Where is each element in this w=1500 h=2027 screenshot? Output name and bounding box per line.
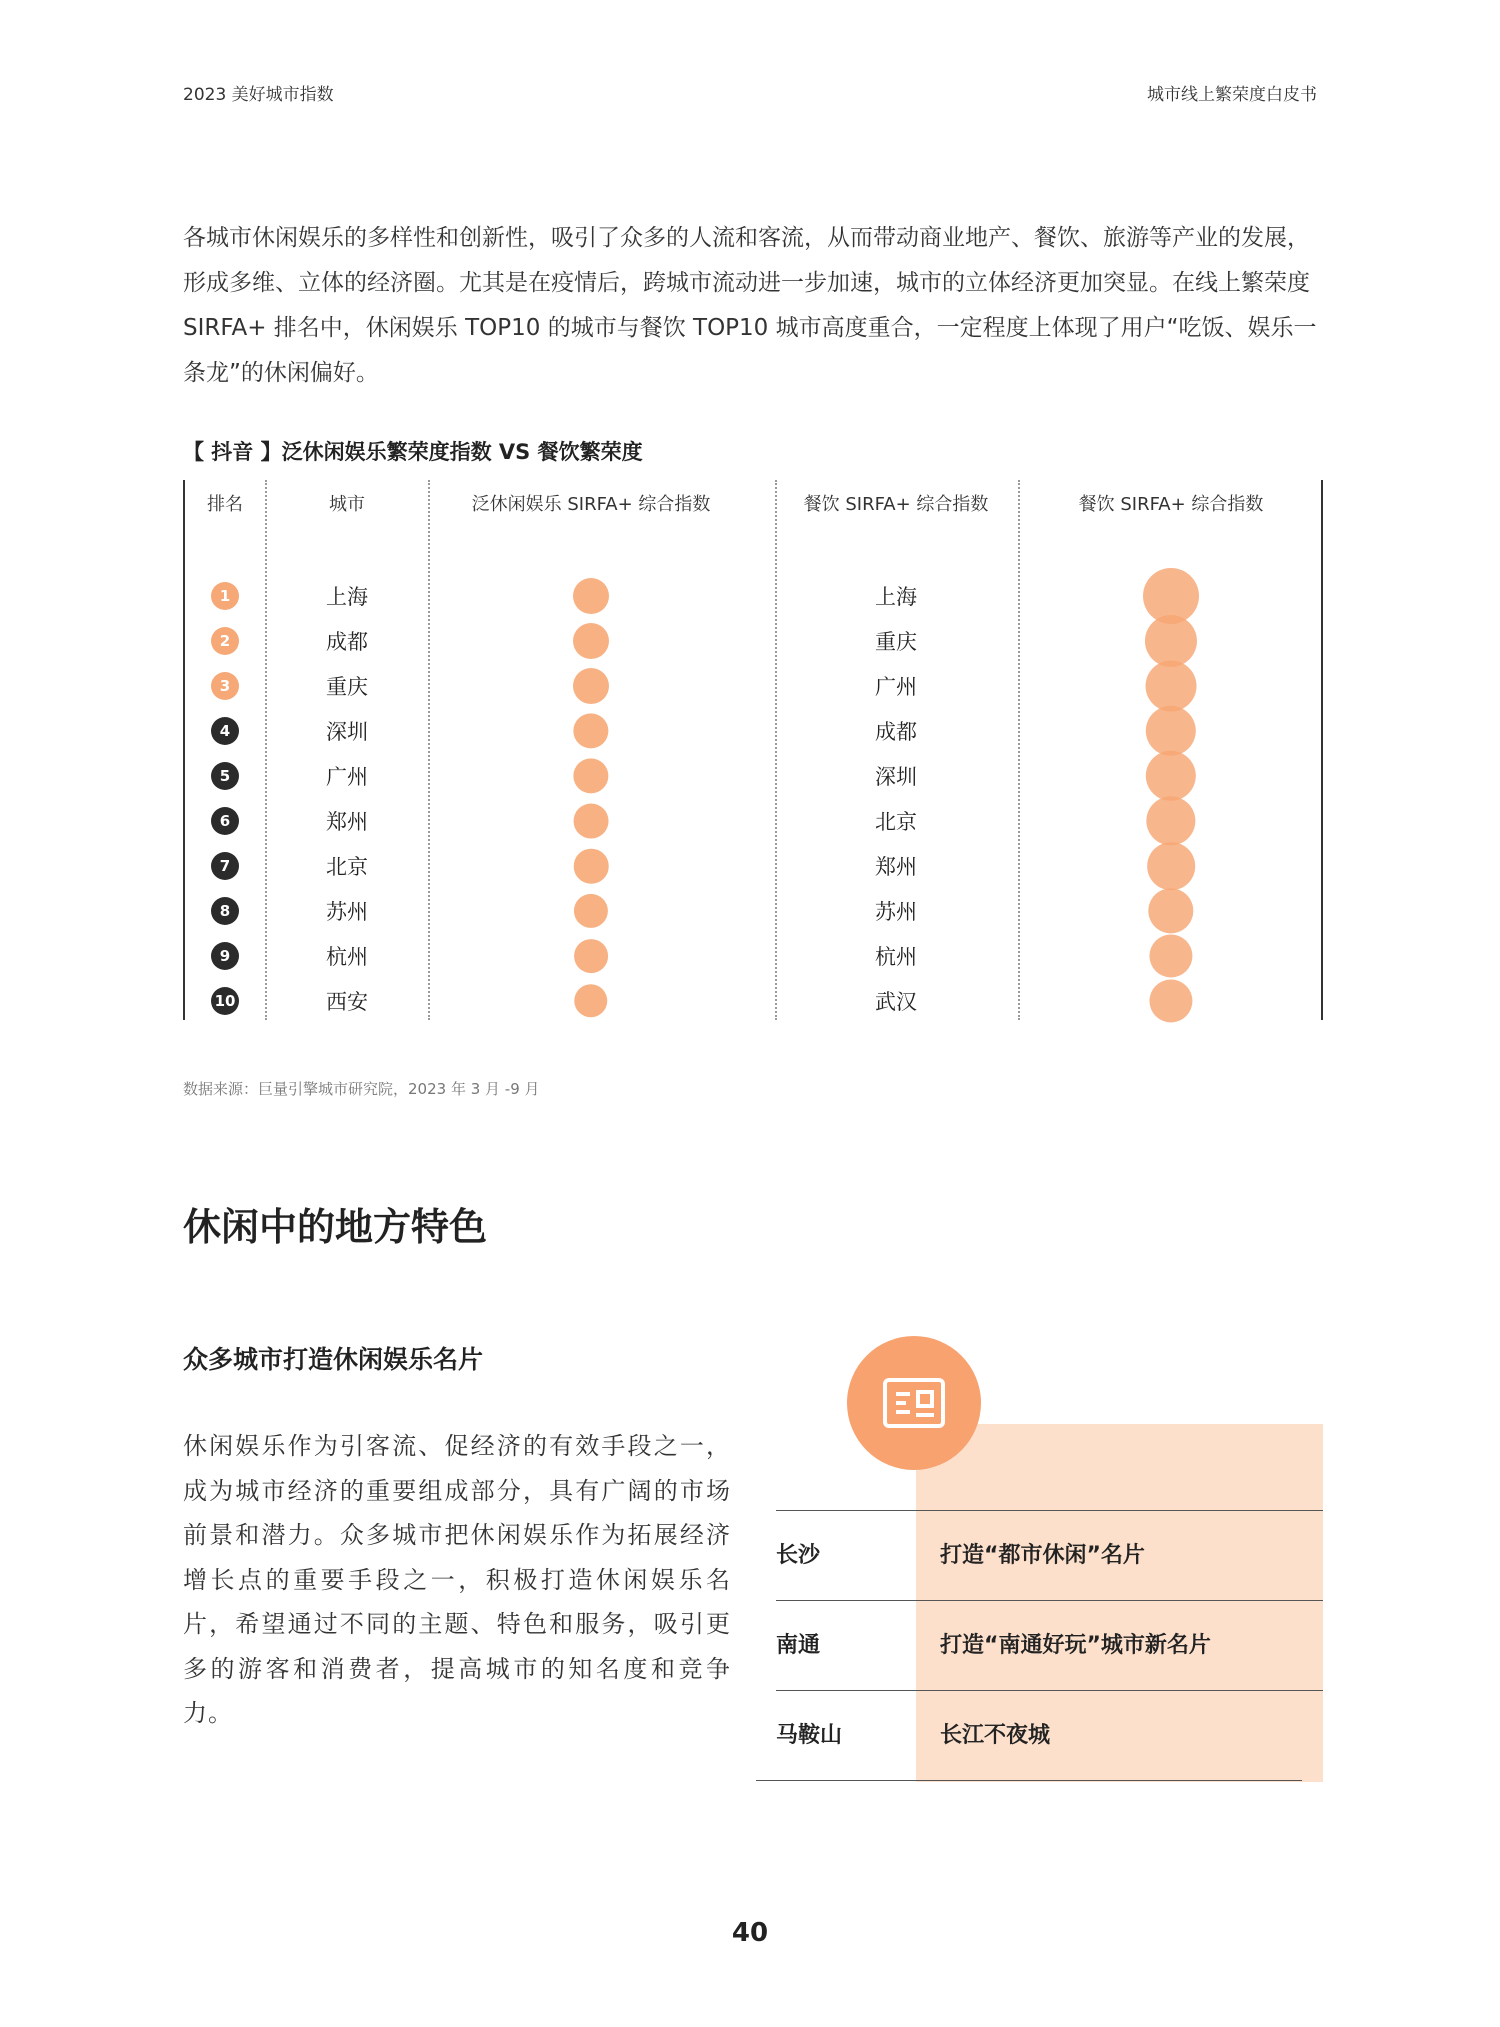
- rank-badge: 8: [211, 897, 239, 925]
- dining-city-name: 武汉: [875, 990, 917, 1014]
- rank-badge: 2: [211, 627, 239, 655]
- rank-badge: 1: [211, 582, 239, 610]
- dining-index-dot: [1147, 842, 1195, 890]
- leisure-index-dot: [574, 849, 609, 884]
- dining-index-dot: [1146, 796, 1195, 845]
- rank-badge: 4: [211, 717, 239, 745]
- rank-badge: 3: [211, 672, 239, 700]
- table-row: [776, 1510, 1323, 1600]
- sub-section-title: 众多城市打造休闲娱乐名片: [183, 1345, 484, 1374]
- intro-paragraph: 各城市休闲娱乐的多样性和创新性，吸引了众多的人流和客流，从而带动商业地产、餐饮、旅游等产业的发展，形成多维、立体的经济圈。尤其是在疫情后，跨城市流动进一步加速，城市的立体经济更加突显。在线上繁荣度 SIRFA+ 排名中，休闲娱乐 TOP10 的城市与餐饮 TOP10 城市高度重合，一定程度上体现了用户“吃饭、娱乐一条龙”的休闲偏好。: [183, 225, 1317, 386]
- city-card-table: [776, 1510, 1323, 1780]
- column-divider: [775, 480, 777, 1020]
- dining-index-dot: [1146, 661, 1197, 712]
- city-card-desc: 打造“南通好玩”城市新名片: [940, 1633, 1211, 1658]
- leisure-city-name: 上海: [326, 585, 368, 609]
- id-card-icon: [847, 1336, 981, 1470]
- leisure-city-name: 深圳: [326, 720, 368, 744]
- dining-index-dot: [1145, 615, 1197, 667]
- column-header-dining-index-2: 餐饮 SIRFA+ 综合指数: [1078, 494, 1264, 515]
- header-report-title: 2023 美好城市指数: [183, 85, 334, 105]
- rank-badge: 10: [211, 987, 239, 1015]
- leisure-index-dot: [574, 894, 608, 928]
- dining-city-name: 北京: [875, 810, 917, 834]
- column-divider: [1018, 480, 1020, 1020]
- column-header-city: 城市: [329, 494, 365, 515]
- leisure-city-name: 西安: [326, 990, 368, 1014]
- city-name: 南通: [776, 1633, 821, 1658]
- dining-city-name: 郑州: [875, 855, 917, 879]
- dining-city-name: 上海: [875, 585, 917, 609]
- city-card-desc: 长江不夜城: [940, 1723, 1051, 1748]
- chart-title: 【 抖音 】泛休闲娱乐繁荣度指数 VS 餐饮繁荣度: [183, 440, 643, 464]
- ranking-chart: [183, 480, 1323, 1020]
- header-whitepaper-title: 城市线上繁荣度白皮书: [1147, 85, 1317, 105]
- data-source-note: 数据来源：巨量引擎城市研究院，2023 年 3 月 -9 月: [183, 1080, 540, 1098]
- column-header-dining-index: 餐饮 SIRFA+ 综合指数: [803, 494, 989, 515]
- leisure-index-dot: [573, 668, 609, 704]
- leisure-index-dot: [573, 623, 609, 659]
- column-divider: [428, 480, 430, 1020]
- table-row: [776, 1600, 1323, 1690]
- dining-city-name: 成都: [875, 720, 917, 744]
- table-bottom-rule: [756, 1780, 1302, 1781]
- rank-badge: 9: [211, 942, 239, 970]
- city-name: 长沙: [776, 1543, 821, 1568]
- column-divider: [265, 480, 267, 1020]
- leisure-index-dot: [574, 939, 608, 973]
- leisure-index-dot: [573, 578, 609, 614]
- leisure-index-dot: [573, 713, 608, 748]
- leisure-city-name: 北京: [326, 855, 368, 879]
- leisure-city-name: 杭州: [326, 945, 368, 969]
- dining-index-dot: [1148, 888, 1193, 933]
- dining-city-name: 深圳: [875, 765, 917, 789]
- leisure-city-name: 苏州: [326, 900, 368, 924]
- leisure-index-dot: [573, 758, 608, 793]
- table-row: [776, 1690, 1323, 1780]
- body-paragraph: 休闲娱乐作为引客流、促经济的有效手段之一，成为城市经济的重要组成部分，具有广阔的市场前景和潜力。众多城市把休闲娱乐作为拓展经济增长点的重要手段之一，积极打造休闲娱乐名片，希望通过不同的主题、特色和服务，吸引更多的游客和消费者，提高城市的知名度和竞争力。: [183, 1432, 731, 1727]
- leisure-index-dot: [574, 804, 609, 839]
- column-header-rank: 排名: [207, 494, 243, 515]
- column-header-leisure-index: 泛休闲娱乐 SIRFA+ 综合指数: [471, 494, 711, 515]
- page-number: 40: [731, 1918, 769, 1948]
- rank-badge: 5: [211, 762, 239, 790]
- dining-city-name: 重庆: [875, 630, 917, 654]
- leisure-city-name: 广州: [326, 765, 368, 789]
- dining-index-dot: [1146, 751, 1196, 801]
- rank-badge: 6: [211, 807, 239, 835]
- city-card-desc: 打造“都市休闲”名片: [940, 1543, 1145, 1568]
- dining-city-name: 苏州: [875, 900, 917, 924]
- dining-index-dot: [1149, 934, 1192, 977]
- leisure-index-dot: [574, 984, 607, 1017]
- leisure-city-name: 重庆: [326, 675, 368, 699]
- dining-index-dot: [1146, 706, 1196, 756]
- leisure-city-name: 成都: [326, 630, 368, 654]
- section-title: 休闲中的地方特色: [183, 1205, 488, 1249]
- dining-index-dot: [1149, 979, 1192, 1022]
- city-name: 马鞍山: [776, 1723, 843, 1748]
- dining-city-name: 广州: [875, 675, 917, 699]
- rank-badge: 7: [211, 852, 239, 880]
- dining-city-name: 杭州: [875, 945, 917, 969]
- leisure-city-name: 郑州: [326, 810, 368, 834]
